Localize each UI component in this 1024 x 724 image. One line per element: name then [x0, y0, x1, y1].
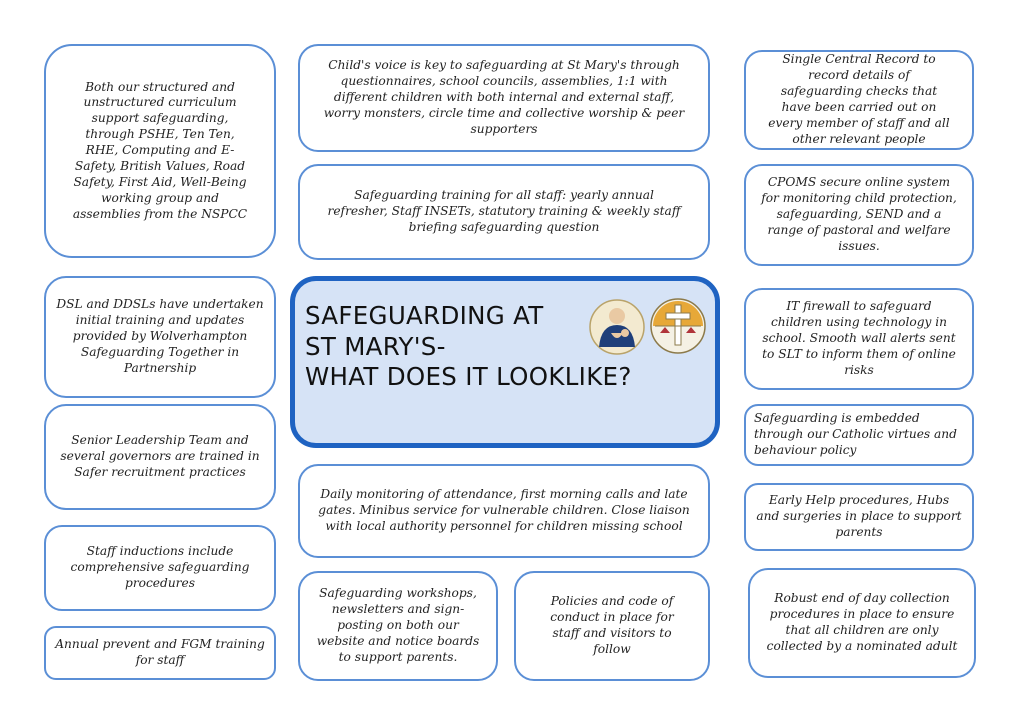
box-staff-training-text: Safeguarding training for all staff: yearly annual refresher, Staff INSETs, statutory training & weekly staff briefing safeguarding question [327, 188, 681, 234]
school-crest-icon [650, 297, 706, 355]
box-cpoms-text: CPOMS secure online system for monitoring child protection, safeguarding, SEND and a range of pastoral and welfare issues. [761, 175, 957, 253]
center-title-panel [290, 276, 720, 448]
box-dsl-training [44, 276, 276, 398]
box-childs-voice [298, 44, 710, 152]
box-curriculum [44, 44, 276, 258]
box-policies-text: Policies and code of conduct in place for staff and visitors to follow [550, 594, 674, 656]
box-prevent-fgm-text: Annual prevent and FGM training for staff [55, 637, 265, 667]
box-collection-text: Robust end of day collection procedures in place to ensure that all children are only collected by a nominated adult [766, 591, 958, 653]
box-single-central-record [744, 50, 974, 150]
box-policies [514, 571, 710, 681]
box-dsl-training-text: DSL and DDSLs have undertaken initial training and updates provided by Wolverhampton Safeguarding Together in Partnership [56, 297, 264, 375]
box-prevent-fgm [44, 626, 276, 680]
box-catholic-virtues [744, 404, 974, 466]
box-safer-recruitment-text: Senior Leadership Team and several governors are trained in Safer recruitment practices [60, 433, 260, 479]
box-early-help-text: Early Help procedures, Hubs and surgeries in place to support parents [756, 493, 962, 539]
box-inductions [44, 525, 276, 611]
box-workshops [298, 571, 498, 681]
box-collection [748, 568, 976, 678]
saint-portrait-icon [589, 299, 645, 355]
center-title: SAFEGUARDING AT ST MARY'S- WHAT DOES IT LOOKLIKE? [305, 301, 632, 392]
box-safer-recruitment [44, 404, 276, 510]
box-cpoms [744, 164, 974, 266]
box-it-firewall-text: IT firewall to safeguard children using technology in school. Smooth wall alerts sent to SLT to inform them of online risks [762, 299, 956, 377]
box-inductions-text: Staff inductions include comprehensive safeguarding procedures [70, 544, 250, 590]
box-curriculum-text: Both our structured and unstructured curriculum support safeguarding, through PSHE, Ten Ten, RHE, Computing and E-Safety, British Values, Road Safety, First Aid, Well-Being working group and assemblies from the NSPCC [72, 79, 248, 221]
box-workshops-text: Safeguarding workshops, newsletters and sign-posting on both our website and notice boards to support parents. [316, 586, 480, 664]
box-single-central-record-text: Single Central Record to record details of safeguarding checks that have been carried out on every member of staff and all other relevant people [768, 52, 950, 146]
box-attendance-text: Daily monitoring of attendance, first morning calls and late gates. Minibus service for vulnerable children. Close liaison with local authority personnel for children missing school [318, 487, 690, 533]
box-it-firewall [744, 288, 974, 390]
box-staff-training [298, 164, 710, 260]
box-childs-voice-text: Child's voice is key to safeguarding at St Mary's through questionnaires, school councils, assemblies, 1:1 with different children with both internal and external staff, worry monsters, circle time and collective worship & peer supporters [323, 58, 685, 136]
box-early-help [744, 483, 974, 551]
box-catholic-virtues-text: Safeguarding is embedded through our Catholic virtues and behaviour policy [754, 411, 957, 457]
box-attendance [298, 464, 710, 558]
